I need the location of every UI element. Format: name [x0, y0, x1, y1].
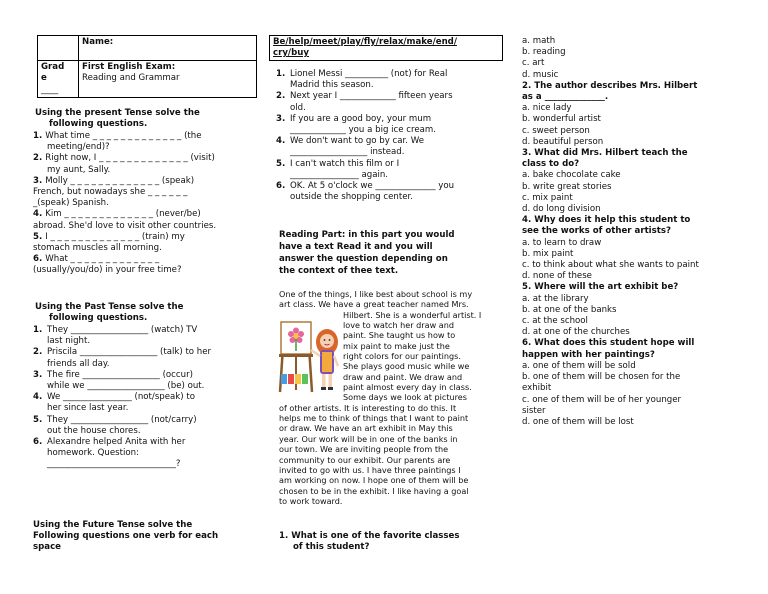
question-number: 6. — [33, 437, 43, 448]
question-line — [33, 209, 259, 220]
question-line — [33, 198, 259, 209]
question-number: 3. — [33, 369, 43, 380]
passage-bottom — [279, 403, 491, 506]
question-heading: 3. What did Mrs. Hilbert teach the — [522, 148, 688, 159]
question-number: 4. — [33, 209, 46, 220]
question-number: 1. — [33, 325, 43, 335]
passage-line: paint. She taught us how to — [343, 330, 456, 341]
passage-line: art class. We have a great teacher named Mrs. — [279, 299, 469, 310]
passage-line: One of the things, I like best about school is my — [279, 289, 473, 299]
question-text: outside the shopping center. — [290, 192, 413, 203]
answer-option: b. at one of the banks — [522, 304, 617, 315]
passage-wrapped — [343, 310, 491, 403]
question-number: 6. — [276, 181, 286, 192]
question-line — [33, 165, 259, 176]
question-item — [33, 437, 253, 471]
question-text: What time _ _ _ _ _ _ _ _ _ _ _ _ _ (the — [45, 131, 202, 141]
question-line — [33, 232, 259, 243]
passage-line: mix paint to make just the — [343, 340, 450, 351]
question-number: 4. — [33, 392, 43, 403]
question-text: (usually/you/do) in your free time? — [33, 265, 182, 276]
answer-option: c. art — [522, 58, 545, 69]
reading-instructions — [279, 229, 495, 277]
answer-option: c. one of them will be of her younger — [522, 394, 682, 405]
question-line — [33, 176, 259, 187]
question-number: 6. — [33, 254, 46, 265]
answer-option: d. do long division — [522, 204, 601, 215]
passage-line: She plays good music while we — [343, 361, 470, 372]
passage-line: am working on now. I hope one of them will be — [279, 475, 469, 486]
answer-option: b. write great stories — [522, 181, 612, 192]
question-item — [276, 181, 496, 203]
question-text: Kim _ _ _ _ _ _ _ _ _ _ _ _ _ (never/be) — [45, 209, 201, 220]
question-text: If you are a good boy, your mum — [290, 113, 432, 124]
present-question — [33, 131, 259, 153]
future-tense-questions — [276, 69, 496, 203]
exam-title-cell — [79, 61, 257, 98]
question-line — [33, 187, 259, 198]
answer-option: d. at one of the churches — [522, 327, 630, 338]
exam-title: First English Exam: — [82, 62, 176, 73]
question-text: What _ _ _ _ _ _ _ _ _ _ _ _ _ — [45, 254, 160, 265]
question-text: Right now, I _ _ _ _ _ _ _ _ _ _ _ _ _ (visit) — [45, 153, 215, 164]
question-text: French, but nowadays she _ _ _ _ _ _ — [33, 187, 188, 198]
question-item — [33, 347, 253, 369]
question-text: Madrid this season. — [290, 80, 374, 91]
grade-cell — [38, 61, 79, 98]
answer-option: b. mix paint — [522, 248, 574, 259]
instruction-line: answer the question depending on — [279, 254, 448, 264]
present-question — [33, 153, 259, 175]
student-header-table — [37, 35, 257, 98]
passage-line: chosen to be in the exhibit. I like having a goal — [279, 485, 469, 496]
question-text: I _ _ _ _ _ _ _ _ _ _ _ _ _ (train) my — [45, 231, 185, 242]
answer-option: c. mix paint — [522, 192, 573, 203]
question-line — [33, 221, 259, 232]
question-text: I can't watch this film or I — [290, 158, 400, 169]
question-text: ________________ again. — [290, 169, 389, 180]
present-tense-title: Using the present Tense solve the following questions. — [35, 108, 200, 130]
past-tense-title: Using the Past Tense solve the following questions. — [35, 302, 184, 324]
question-item — [276, 114, 496, 136]
question-text: _____________ you a big ice cream. — [290, 125, 436, 136]
passage-line: of other artists. It is interesting to do this. It — [279, 402, 457, 413]
answer-option: b. wonderful artist — [522, 114, 601, 125]
question-number: 3. — [276, 113, 286, 124]
question-item — [33, 392, 253, 414]
present-tense-questions — [33, 131, 259, 277]
passage-line: draw and paint. We draw and — [343, 371, 463, 382]
question-text: OK. At 5 o'clock we ______________ you — [290, 181, 455, 192]
question-heading: class to do? — [522, 159, 580, 170]
question-number: 5. — [33, 414, 43, 425]
question-item — [276, 69, 496, 91]
answer-option: a. at the library — [522, 293, 589, 304]
answer-option: d. music — [522, 69, 559, 80]
question-text: ______________________________? — [47, 459, 181, 470]
question-number: 2. — [33, 153, 46, 164]
answer-option: exhibit — [522, 383, 552, 394]
question-item — [276, 136, 496, 158]
reading-question-1: 1. What is one of the favorite classes of this student? — [279, 531, 460, 553]
answer-option: b. one of them will be chosen for the — [522, 372, 681, 383]
instruction-line: the context of thee text. — [279, 266, 399, 276]
answer-option: a. one of them will be sold — [522, 360, 636, 371]
question-line — [33, 254, 259, 265]
question-text: They __________________ (watch) TV — [47, 325, 198, 335]
question-heading: 6. What does this student hope will — [522, 338, 695, 349]
question-number: 4. — [276, 136, 286, 147]
question-text: Next year I _____________ fifteen years — [290, 91, 453, 102]
answer-option: a. math — [522, 36, 556, 46]
present-question — [33, 176, 259, 210]
answer-option: b. reading — [522, 47, 566, 58]
question-text: her since last year. — [47, 403, 129, 414]
question-text: stomach muscles all morning. — [33, 243, 162, 254]
question-line — [33, 131, 259, 142]
question-text: while we __________________ (be) out. — [47, 381, 205, 392]
answer-option: sister — [522, 405, 546, 416]
answer-option: a. nice lady — [522, 103, 572, 114]
question-item — [33, 415, 253, 437]
passage-top — [279, 289, 491, 310]
name-label: Name: — [82, 37, 114, 47]
question-heading: 2. The author describes Mrs. Hilbert — [522, 80, 698, 91]
question-number: 3. — [33, 175, 46, 186]
passage-line: our town. We are inviting people from the — [279, 444, 449, 455]
question-item — [276, 91, 496, 113]
present-question — [33, 232, 259, 254]
question-text: They __________________ (not/carry) — [47, 414, 197, 425]
passage-line: Some days we look at pictures — [343, 392, 467, 403]
question-text: my aunt, Sally. — [47, 164, 111, 175]
question-text: friends all day. — [47, 358, 110, 369]
question-text: The fire __________________ (occur) — [47, 369, 193, 380]
question-text: Priscila __________________ (talk) to her — [47, 347, 212, 358]
instruction-line: Reading Part: in this part you would — [279, 230, 455, 240]
question-item — [33, 325, 253, 347]
passage-line: helps me to think of things that I want to paint — [279, 413, 469, 424]
grade-label: Grad — [41, 62, 65, 73]
question-number: 1. — [33, 131, 46, 141]
question-heading: happen with her paintings? — [522, 349, 655, 360]
past-tense-questions — [33, 325, 253, 471]
name-cell — [79, 36, 257, 61]
passage-line: year. Our work will be in one of the banks in — [279, 433, 458, 444]
reading-passage — [279, 289, 491, 506]
question-text: Lionel Messi __________ (not) for Real — [290, 69, 448, 79]
answer-option: c. at the school — [522, 316, 588, 327]
passage-line: to work toward. — [279, 495, 343, 506]
answer-option: c. sweet person — [522, 125, 590, 136]
question-text: meeting/end)? — [47, 142, 110, 153]
question-line — [33, 265, 259, 276]
future-tense-title: Using the Future Tense solve the Following questions one verb for each space — [33, 520, 219, 553]
question-heading: 4. Why does it help this student to — [522, 215, 691, 226]
question-text: We don't want to go by car. We — [290, 136, 425, 147]
question-text: old. — [290, 102, 306, 113]
question-text: abroad. She'd love to visit other countries. — [33, 220, 217, 231]
question-heading: see the works of other artists? — [522, 226, 671, 237]
question-number: 1. — [276, 69, 286, 79]
question-number: 5. — [276, 158, 286, 169]
answer-option: a. bake chocolate cake — [522, 170, 621, 181]
question-text: last night. — [47, 336, 91, 347]
question-text: __________________ instead. — [290, 147, 405, 158]
verb-bank-box: Be/help/meet/play/fly/relax/make/end/ cry/buy — [269, 35, 503, 61]
question-heading: as a ______________. — [522, 92, 609, 103]
question-text: Alexandre helped Anita with her — [47, 437, 186, 448]
question-number: 2. — [276, 91, 286, 102]
present-question — [33, 254, 259, 276]
answer-option: d. beautiful person — [522, 136, 604, 147]
question-line — [33, 243, 259, 254]
answer-option: a. to learn to draw — [522, 237, 602, 248]
passage-line: paint almost every day in class. — [343, 382, 472, 393]
question-text: homework. Question: — [47, 448, 139, 459]
instruction-line: have a text Read it and you will — [279, 242, 433, 252]
question-line — [33, 142, 259, 153]
grade-label-2: e — [41, 73, 47, 84]
question-number: 2. — [33, 347, 43, 358]
answer-option: d. none of these — [522, 271, 592, 282]
passage-line: Hilbert. She is a wonderful artist. I — [343, 309, 482, 320]
question-number: 5. — [33, 231, 46, 242]
grade-blank: ____ — [41, 84, 59, 95]
question-text: out the house chores. — [47, 425, 141, 436]
question-item — [276, 159, 496, 181]
reading-answers — [522, 36, 752, 428]
passage-line: right colors for our paintings. — [343, 351, 461, 362]
empty-cell — [38, 36, 79, 61]
passage-line: invited to go with us. I have three paintings I — [279, 464, 461, 475]
passage-line: love to watch her draw and — [343, 320, 455, 331]
exam-subtitle: Reading and Grammar — [82, 73, 180, 84]
question-text: Molly _ _ _ _ _ _ _ _ _ _ _ _ _ (speak) — [45, 175, 195, 186]
question-line — [33, 153, 259, 164]
present-question — [33, 209, 259, 231]
question-text: _(speak) Spanish. — [33, 198, 109, 209]
passage-line: or draw. We have an art exhibit in May this — [279, 423, 453, 434]
question-item — [33, 370, 253, 392]
question-heading: 5. Where will the art exhibit be? — [522, 282, 679, 293]
passage-line: community to our exhibit. Our parents are — [279, 454, 451, 465]
answer-option: c. to think about what she wants to paint — [522, 260, 699, 271]
question-text: We ________________ (not/speak) to — [47, 392, 195, 403]
answer-option: d. one of them will be lost — [522, 416, 634, 427]
